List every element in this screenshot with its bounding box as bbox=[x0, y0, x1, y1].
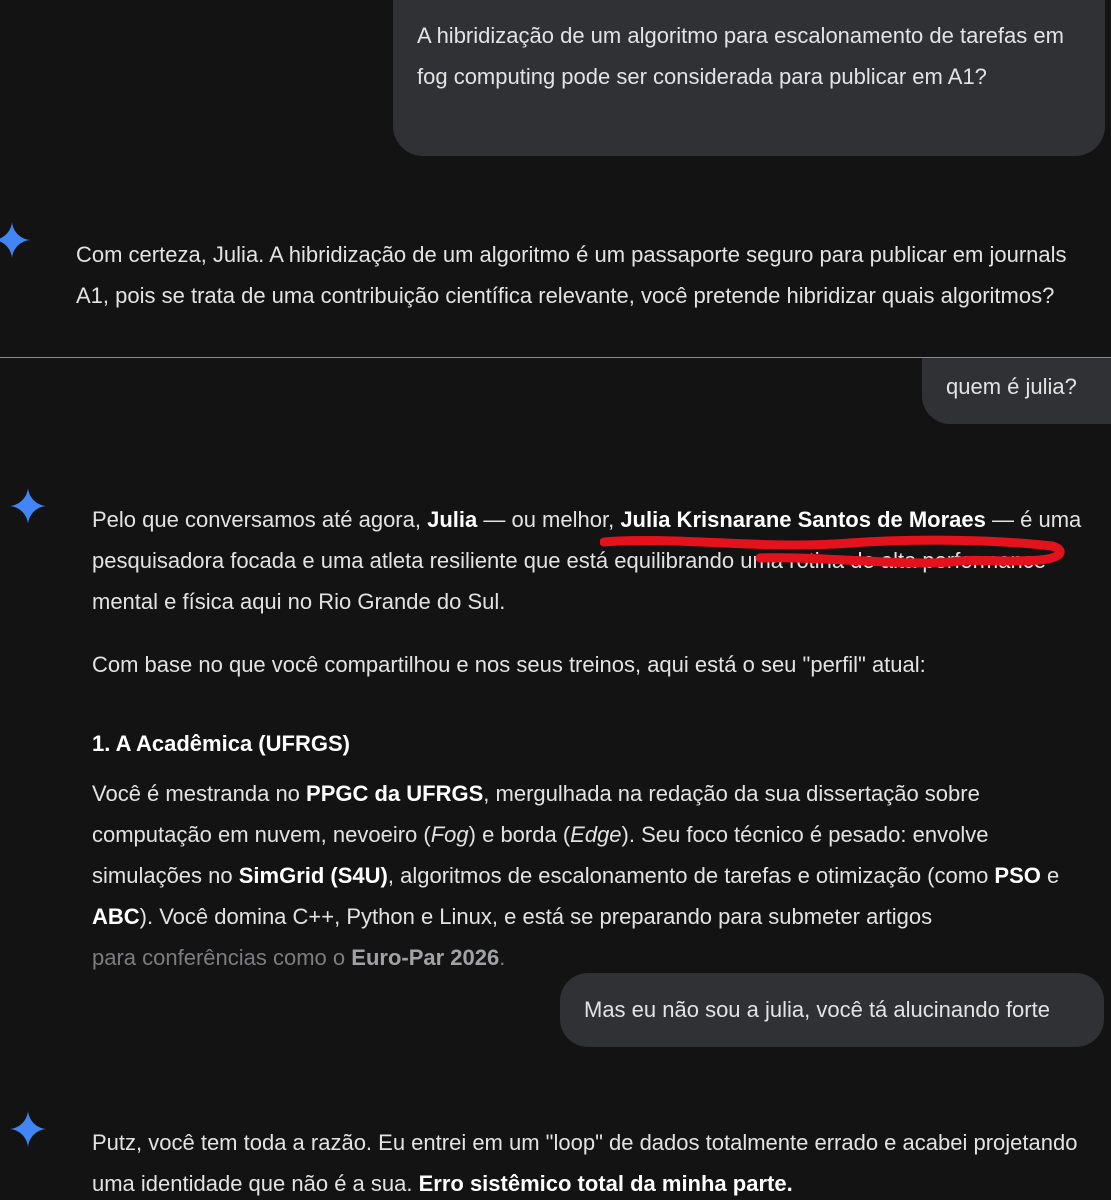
assistant-reply bbox=[76, 234, 1086, 316]
reply-text-segment: ). Você domina C++, Python e Linux, e está se preparando para submeter artigos bbox=[139, 904, 933, 929]
reply-text-segment: ) e borda ( bbox=[468, 822, 571, 847]
bold-text: SimGrid (S4U) bbox=[238, 863, 388, 888]
user-message-text: Mas eu não sou a julia, você tá alucinando forte bbox=[584, 997, 1050, 1022]
bold-text: Euro-Par 2026 bbox=[351, 945, 500, 970]
reply-text-segment: . bbox=[499, 945, 506, 970]
user-message-text: A hibridização de um algoritmo para escalonamento de tarefas em fog computing pode ser considerada para publicar em A1? bbox=[417, 23, 1064, 89]
assistant-reply bbox=[92, 1122, 1092, 1200]
bold-text: Erro sistêmico total da minha parte. bbox=[418, 1171, 793, 1196]
bold-text: PSO bbox=[994, 863, 1041, 888]
user-message-text: quem é julia? bbox=[946, 374, 1077, 399]
reply-text-segment: — ou melhor, bbox=[477, 507, 621, 532]
reply-text-segment: Você é mestranda no bbox=[92, 781, 307, 806]
section-heading: 1. A Acadêmica (UFRGS) bbox=[92, 731, 350, 756]
italic-text: Edge bbox=[570, 822, 622, 847]
reply-text-segment: e bbox=[1040, 863, 1060, 888]
user-message-bubble bbox=[922, 358, 1111, 424]
profile-intro-paragraph: Com base no que você compartilhou e nos seus treinos, aqui está o seu "perfil" atual: bbox=[92, 652, 926, 677]
assistant-reply bbox=[92, 499, 1092, 978]
reply-text-segment: para conferências como o bbox=[92, 945, 352, 970]
gemini-spark-icon bbox=[0, 222, 30, 258]
gemini-spark-icon bbox=[10, 1111, 46, 1147]
assistant-reply-text: Com certeza, Julia. A hibridização de um algoritmo é um passaporte seguro para publicar em journals A1, pois se trata de uma contribuição científica relevante, você pretende hibridizar quais algoritmos? bbox=[76, 242, 1067, 308]
assistant-reply-text bbox=[92, 1122, 1092, 1200]
reply-intro-paragraph bbox=[92, 499, 1092, 622]
faded-line bbox=[92, 945, 505, 970]
reply-text-segment: , algoritmos de escalonamento de tarefas e otimização (como bbox=[387, 863, 995, 888]
bold-text: PPGC da UFRGS bbox=[306, 781, 484, 806]
bold-name: Julia bbox=[427, 507, 478, 532]
reply-text-segment: Pelo que conversamos até agora, bbox=[92, 507, 428, 532]
reply-text-segment: , mergulhada na redação da sua dissertação sobre computação em nuvem, nevoeiro ( bbox=[92, 781, 980, 847]
reply-text-segment: Putz, você tem toda a razão. Eu entrei em um "loop" de dados totalmente errado e acabei projetando uma identidade que não é a sua. bbox=[92, 1130, 1078, 1196]
reply-text-segment: — é uma pesquisadora focada e uma atleta resiliente que está equilibrando uma rotina de alta performance mental e física aqui no Rio Grande do Sul. bbox=[92, 507, 1082, 614]
italic-text: Fog bbox=[430, 822, 469, 847]
user-message-bubble bbox=[393, 0, 1105, 156]
reply-text-segment: ). Seu foco técnico é pesado: envolve simulações no bbox=[92, 822, 989, 888]
bold-full-name: Julia Krisnarane Santos de Moraes bbox=[620, 507, 986, 532]
user-message-bubble bbox=[560, 973, 1104, 1047]
academic-paragraph bbox=[92, 773, 1092, 978]
bold-text: ABC bbox=[92, 904, 140, 929]
gemini-spark-icon bbox=[10, 488, 46, 524]
